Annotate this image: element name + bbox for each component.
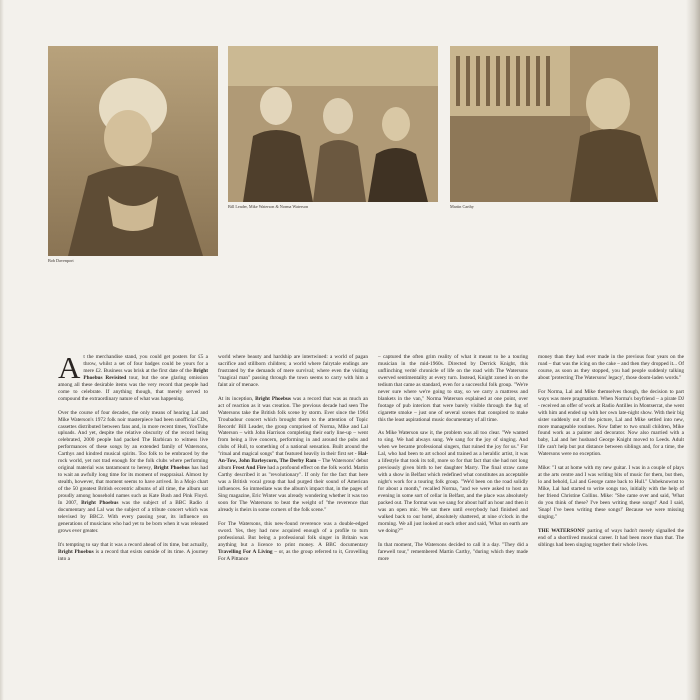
paragraph: – captured the often grim reality of what it meant to be a touring musician in the mid-1960s. Directed by Derrick Knight, this unflinching verité chronicle of life on the road with The Watersons swerved sentimentality at every turn. Instead, Knight zoned in on the tedium that came as standard, even for a successful folk group. "We're never sure where we're going to stay, so we carry a mattress and blankets in the van," Norma Waterson explained at one point, over footage of pub interiors that were barely visible through the fug of cigarette smoke – just one of several scenes that conspired to make this the least aspirational music documentary of all time. xyxy=(378,354,528,423)
page-gutter-left xyxy=(0,0,4,700)
photo-bill-leader-mike-norma xyxy=(228,46,438,202)
article-column-2 xyxy=(218,354,368,570)
paragraph: For The Watersons, this new-found reverence was a double-edged sword. Yes, they had now acquired enough of a profile to turn professional. But being a professional folk singer in Britain was anything but a licence to print money. A BBC documentary Travelling For A Living – or, as the group referred to it, Grovelling For A Pittance xyxy=(218,520,368,562)
studio-image xyxy=(450,46,658,202)
caption-photo3: Martin Carthy xyxy=(450,204,474,209)
paragraph: Over the course of four decades, the only means of hearing Lal and Mike Waterson's 1972 folk noir masterpiece had been unofficial CDs, cassettes distributed between fans and, in more recent times, YouTube uploads. And yet, despite the relative obscurity of the record being celebrated, 2000 people had packed The Barbican to witness live performances of these songs by an extended family of Watersons, Carthys and kindred musical spirits. Too folk to be embraced by the rock world, yet not trad enough for the folk clubs where performing original material was tantamount to heresy, Bright Phoebus has had to wait an awfully long time for its moment of reappraisal. Almost by stealth, however, that moment seems to have arrived. In a Mojo chart of the 50 greatest British eccentric albums of all time, the album sat proudly among household names such as Kate Bush and Pink Floyd. In 2007, Bright Phoebus was the subject of a BBC Radio 4 documentary and Lal was the subject of a tribute concert which was televised by BBC2. With every passing year, its influence on generations of musicians who had yet to be born when it was released grows ever greater. xyxy=(58,409,208,534)
paragraph: As Mike Waterson saw it, the problem was all too clear. "We wanted to sing. We had always sung. We sang for the joy of singing. And when we became professional singers, that ruined the joy for us." For Lal, who had been to art school and trained as a heraldic artist, it was a lifestyle that took its toll, more so for that fact that she had not long previously given birth to her daughter Marry. The final straw came with a show in Belfast which redefined what constitutes an acceptable night's work for a touring folk group. "We'd been on the road solidly for about a month," recalled Norma, "and we were asked to host an evening in some sort of cellar in Belfast, and the place was absolutely packed out. The format was we sang for about half an hour and then it was an open mic. We sat there until everybody had finished and walked back to our hotel, absolutely shattered, at nine o'clock in the morning. We all just looked at each other and said, 'What on earth are we doing?'" xyxy=(378,430,528,534)
paragraph: THE WATERSONS' parting of ways hadn't merely signalled the end of a shortlived musical career. It had been more than that. The siblings had been singing together their whole lives. xyxy=(538,527,684,548)
paragraph: In that moment, The Watersons decided to call it a day. "They did a farewell tour," remembered Martin Carthy, "during which they made more xyxy=(378,541,528,562)
drop-cap: A xyxy=(58,350,81,385)
article-column-1 xyxy=(58,350,208,570)
paragraph: At the merchandise stand, you could get posters for £5 a throw, whilst a set of four badges could be yours for a mere £2. Business was brisk at the first date of the Bright Phoebus Revisited tour, but the one glaring omission among all these desirable items was the very record that people had come to celebrate. If anything though, that merely served to compound the extraordinary nature of what was happening. xyxy=(58,350,208,402)
paragraph: For Norma, Lal and Mike themselves though, the decision to part ways was mere pragmatism. When Norma's boyfriend – a pirate DJ - received an offer of work at Radio Antilles in Montserrat, she went with him and ended up with her own late-night show. With their big sister suddenly out of the picture, Lal and Mike settled into new, more manageable routines. Now father to two small children, Mike found work as a painter and decorator. Now also married with a baby, Lal and her husband George Knight moved to Leeds. Adult life can't help but put distance between siblings and, for a time, the Watersons were no exception. xyxy=(538,388,684,458)
article-column-3 xyxy=(378,354,528,570)
caption-photo1: Bob Davenport xyxy=(48,258,74,263)
group-image xyxy=(228,46,438,202)
paragraph: It's tempting to say that it was a record ahead of its time, but actually, Bright Phoebus is a record that exists outside of its time. A journey into a xyxy=(58,541,208,562)
page-spine-shadow xyxy=(686,0,700,700)
paragraph: world where beauty and hardship are intertwined: a world of pagan sacrifice and stillborn children; a world where fairytale endings are frustrated by the demands of mere survival; where even the visiting "magical man" passing through the town seems to carry with him a faint air of menace. xyxy=(218,354,368,388)
photo-martin-carthy xyxy=(450,46,658,202)
paragraph: At its inception, Bright Phoebus was a record that was as much an act of reaction as it was creation. The previous decade had seen The Watersons take the British folk scene by storm. Ever since the 1964 Troubadour concert which brought them to the attention of Topic Records' Bill Leader, the group comprised of Norma, Mike and Lal Waterson – with John Harrison completing their early line-up – went from being a live concern, performing in and around the pubs and clubs of Hull, to something of a national sensation. Built around the "ritual and magical songs" that featured heavily in their first set - Hal-An-Tow, John Barleycorn, The Derby Ram – The Watersons' debut album Frost And Fire had a profound effect on the folk world. Martin Carthy described it as "revolutionary". If only for the fact that here was a British vocal group that had purged their sound of American influences. So immediate was the album's impact that, in the pages of Sing magazine, Eric Winter was already wondering whether it was too soon for The Watersons to beat the weight of "the reverence that already is theirs in some corners of the folk scene." xyxy=(218,395,368,513)
article-column-4 xyxy=(538,354,684,556)
portrait-image xyxy=(48,46,218,256)
paragraph: money than they had ever made in the previous four years on the road – that was the icing on the cake – and then they dropped it... Of course, as soon as they stopped, you had people suddenly talking about 'protecting The Watersons' legacy', those doom-laden words." xyxy=(538,354,684,381)
photo-bob-davenport xyxy=(48,46,218,256)
caption-photo2: Bill Leader, Mike Waterson & Norma Waterson xyxy=(228,204,309,209)
paragraph: Mike: "I sat at home with my new guitar. I was in a couple of plays at the arts centre and I was writing bits of music for them, but then, lo and behold, Lal and George came back to Hull." Unbeknownst to Mike, Lal had started to write songs too, initially with the help of her friend Christine Collins. Mike: "She came over and said, 'What do you think of these? I've been writing these songs!' And I said, 'Snap! I've been writing these songs!' Because we were missing singing." xyxy=(538,465,684,520)
